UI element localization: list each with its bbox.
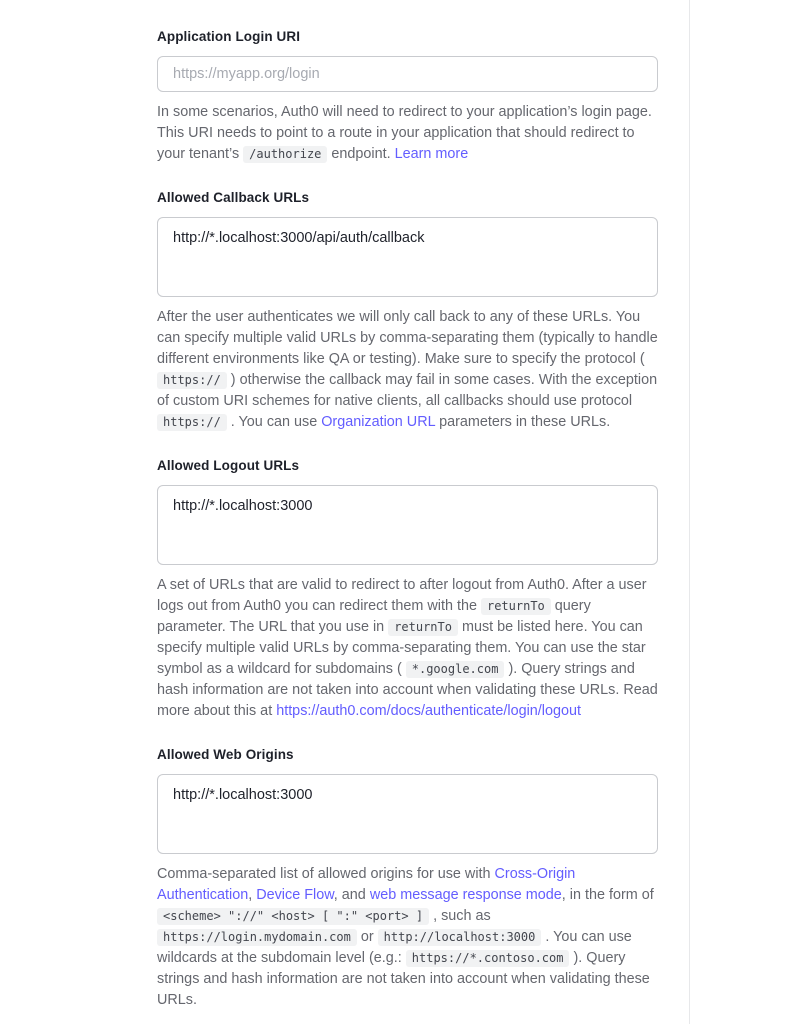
allowed-callback-urls-textarea[interactable]	[157, 217, 658, 297]
description-text: After the user authenticates we will only call back to any of these URLs. You can specify multiple valid URLs by comma-separating them (typically to handle different environments like QA or testing). Make sure to specify the protocol (	[157, 309, 658, 367]
description-text: Comma-separated list of allowed origins for use with	[157, 866, 495, 882]
description-text: ,	[248, 887, 257, 903]
description-text: or	[356, 929, 378, 945]
description-text: . You can use wildcards at the subdomain level (e.g.:	[157, 929, 632, 966]
organization-url-link[interactable]: Organization URL	[321, 414, 436, 430]
description-text: , and	[333, 887, 370, 903]
description-text: , such as	[429, 908, 491, 924]
description-text: In some scenarios, Auth0 will need to redirect to your application’s login page. This URI needs to point to a route in your application that should redirect to your tenant’s	[157, 104, 652, 162]
field-group	[157, 747, 658, 1011]
application-uris-settings-form	[157, 29, 658, 1036]
field-group	[157, 458, 658, 722]
code-chip: returnTo	[481, 598, 551, 615]
description-text: , in the form of	[561, 887, 654, 903]
allowed-web-origins-textarea[interactable]	[157, 774, 658, 854]
code-chip: https://login.mydomain.com	[157, 929, 357, 946]
device-flow-link[interactable]: Device Flow	[256, 887, 334, 903]
field-label: Application Login URI	[157, 29, 301, 44]
code-chip: https://	[157, 372, 227, 389]
panel-right-divider	[689, 0, 690, 1024]
field-group	[157, 29, 658, 165]
code-chip: returnTo	[388, 619, 458, 636]
description-text: ). Query strings and hash information are not taken into account when validating these URLs.	[157, 950, 650, 1008]
field-label: Allowed Logout URLs	[157, 458, 300, 473]
allowed-logout-urls-textarea[interactable]	[157, 485, 658, 565]
description-text: must be listed here. You can specify multiple valid URLs by comma-separating them. You can use the star symbol as a wildcard for subdomains (	[157, 619, 646, 677]
field-description	[157, 864, 658, 1011]
learn-more-link[interactable]: Learn more	[394, 146, 469, 162]
code-chip: http://localhost:3000	[378, 929, 542, 946]
description-text: A set of URLs that are valid to redirect to after logout from Auth0. After a user logs out from Auth0 you can redirect them with the	[157, 577, 647, 614]
field-description	[157, 575, 658, 722]
description-text: query parameter. The URL that you use in	[157, 598, 591, 635]
field-description	[157, 307, 658, 433]
field-label: Allowed Web Origins	[157, 747, 294, 762]
application-login-uri-input[interactable]	[157, 56, 658, 92]
code-chip: /authorize	[243, 146, 327, 163]
description-text: ) otherwise the callback may fail in some cases. With the exception of custom URI schemes for native clients, all callbacks should use protocol	[157, 372, 658, 409]
code-chip: https://*.contoso.com	[406, 950, 570, 967]
field-group	[157, 190, 658, 433]
field-label: Allowed Callback URLs	[157, 190, 310, 205]
code-chip: *.google.com	[406, 661, 505, 678]
code-chip: <scheme> "://" <host> [ ":" <port> ]	[157, 908, 429, 925]
description-text: . You can use	[226, 414, 322, 430]
description-text: endpoint.	[327, 146, 395, 162]
code-chip: https://	[157, 414, 227, 431]
field-description	[157, 102, 658, 165]
logout-docs-link[interactable]: https://auth0.com/docs/authenticate/login/logout	[276, 703, 581, 719]
description-text: parameters in these URLs.	[435, 414, 611, 430]
description-text: ). Query strings and hash information are not taken into account when validating these URLs. Read more about this at	[157, 661, 658, 719]
cross-origin-authentication-link[interactable]: Cross-Origin Authentication	[157, 866, 576, 903]
web-message-response-mode-link[interactable]: web message response mode	[369, 887, 562, 903]
